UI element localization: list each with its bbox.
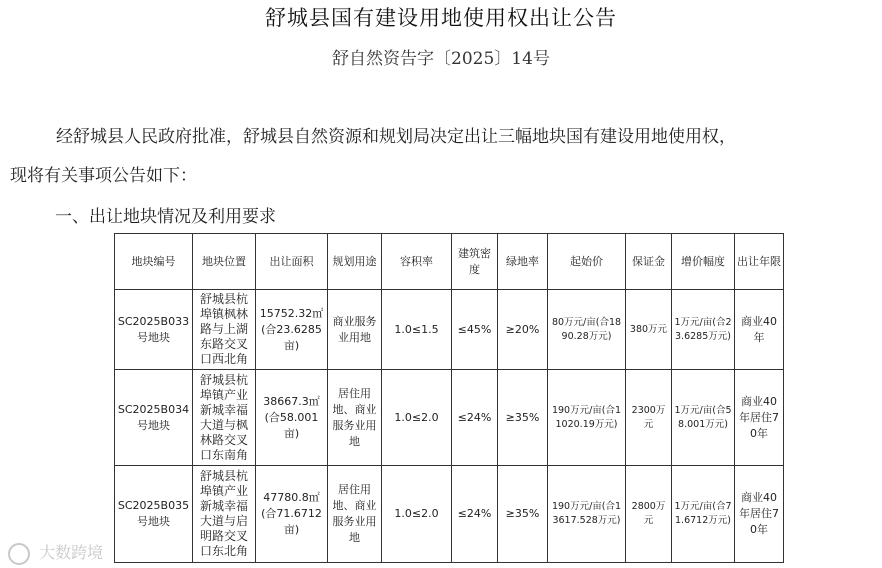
header-cell: 地块编号 <box>115 234 193 290</box>
header-cell: 绿地率 <box>498 234 548 290</box>
location-cell: 舒城县杭埠镇产业新城幸福大道与枫林路交叉口东南角 <box>193 370 256 466</box>
document-number: 舒自然资告字〔2025〕14号 <box>332 49 550 69</box>
increment-cell: 1万元/亩(合58.001万元) <box>672 370 735 466</box>
green-ratio-cell: ≥35% <box>498 370 548 466</box>
area-cell: 15752.32㎡(合23.6285亩) <box>256 290 328 370</box>
parcel-id-cell: SC2025B033号地块 <box>115 290 193 370</box>
deposit-cell: 380万元 <box>626 290 672 370</box>
land-use-cell: 商业服务业用地 <box>328 290 382 370</box>
plot-ratio-cell: 1.0≤2.0 <box>382 466 452 563</box>
watermark <box>8 540 103 565</box>
green-ratio-cell: ≥35% <box>498 466 548 563</box>
starting-price-cell: 80万元/亩(合1890.28万元) <box>548 290 626 370</box>
logo-icon <box>8 543 30 565</box>
term-cell: 商业40年居住70年 <box>735 370 784 466</box>
section-heading: 一、出让地块情况及利用要求 <box>55 207 276 227</box>
intro-paragraph-line-2: 现将有关事项公告如下： <box>10 166 197 186</box>
increment-cell: 1万元/亩(合23.6285万元) <box>672 290 735 370</box>
header-cell: 出让面积 <box>256 234 328 290</box>
parcel-id-cell: SC2025B034号地块 <box>115 370 193 466</box>
starting-price-cell: 190万元/亩(合11020.19万元) <box>548 370 626 466</box>
term-cell: 商业40年居住70年 <box>735 466 784 563</box>
location-cell: 舒城县杭埠镇产业新城幸福大道与启明路交叉口东北角 <box>193 466 256 563</box>
page-title: 舒城县国有建设用地使用权出让公告 <box>265 6 617 30</box>
header-cell: 出让年限 <box>735 234 784 290</box>
term-cell: 商业40年 <box>735 290 784 370</box>
increment-cell: 1万元/亩(合71.6712万元) <box>672 466 735 563</box>
table-row <box>115 290 784 370</box>
plot-ratio-cell: 1.0≤2.0 <box>382 370 452 466</box>
table-row <box>115 370 784 466</box>
parcel-id-cell: SC2025B035号地块 <box>115 466 193 563</box>
header-cell: 建筑密度 <box>452 234 498 290</box>
table-row <box>115 466 784 563</box>
header-cell: 规划用途 <box>328 234 382 290</box>
header-cell: 保证金 <box>626 234 672 290</box>
header-cell: 容积率 <box>382 234 452 290</box>
location-cell: 舒城县杭埠镇枫林路与上湖东路交叉口西北角 <box>193 290 256 370</box>
land-use-cell: 居住用地、商业服务业用地 <box>328 466 382 563</box>
deposit-cell: 2800万元 <box>626 466 672 563</box>
building-density-cell: ≤24% <box>452 466 498 563</box>
building-density-cell: ≤45% <box>452 290 498 370</box>
intro-paragraph-line-1: 经舒城县人民政府批准，舒城县自然资源和规划局决定出让三幅地块国有建设用地使用权， <box>56 127 736 147</box>
land-use-cell: 居住用地、商业服务业用地 <box>328 370 382 466</box>
header-cell: 地块位置 <box>193 234 256 290</box>
area-cell: 38667.3㎡(合58.001亩) <box>256 370 328 466</box>
deposit-cell: 2300万元 <box>626 370 672 466</box>
watermark-text: 大数跨境 <box>39 543 104 562</box>
starting-price-cell: 190万元/亩(合13617.528万元) <box>548 466 626 563</box>
building-density-cell: ≤24% <box>452 370 498 466</box>
area-cell: 47780.8㎡(合71.6712亩) <box>256 466 328 563</box>
green-ratio-cell: ≥20% <box>498 290 548 370</box>
header-cell: 增价幅度 <box>672 234 735 290</box>
plot-ratio-cell: 1.0≤1.5 <box>382 290 452 370</box>
land-parcel-table <box>114 233 784 563</box>
header-cell: 起始价 <box>548 234 626 290</box>
table-header-row <box>115 234 784 290</box>
